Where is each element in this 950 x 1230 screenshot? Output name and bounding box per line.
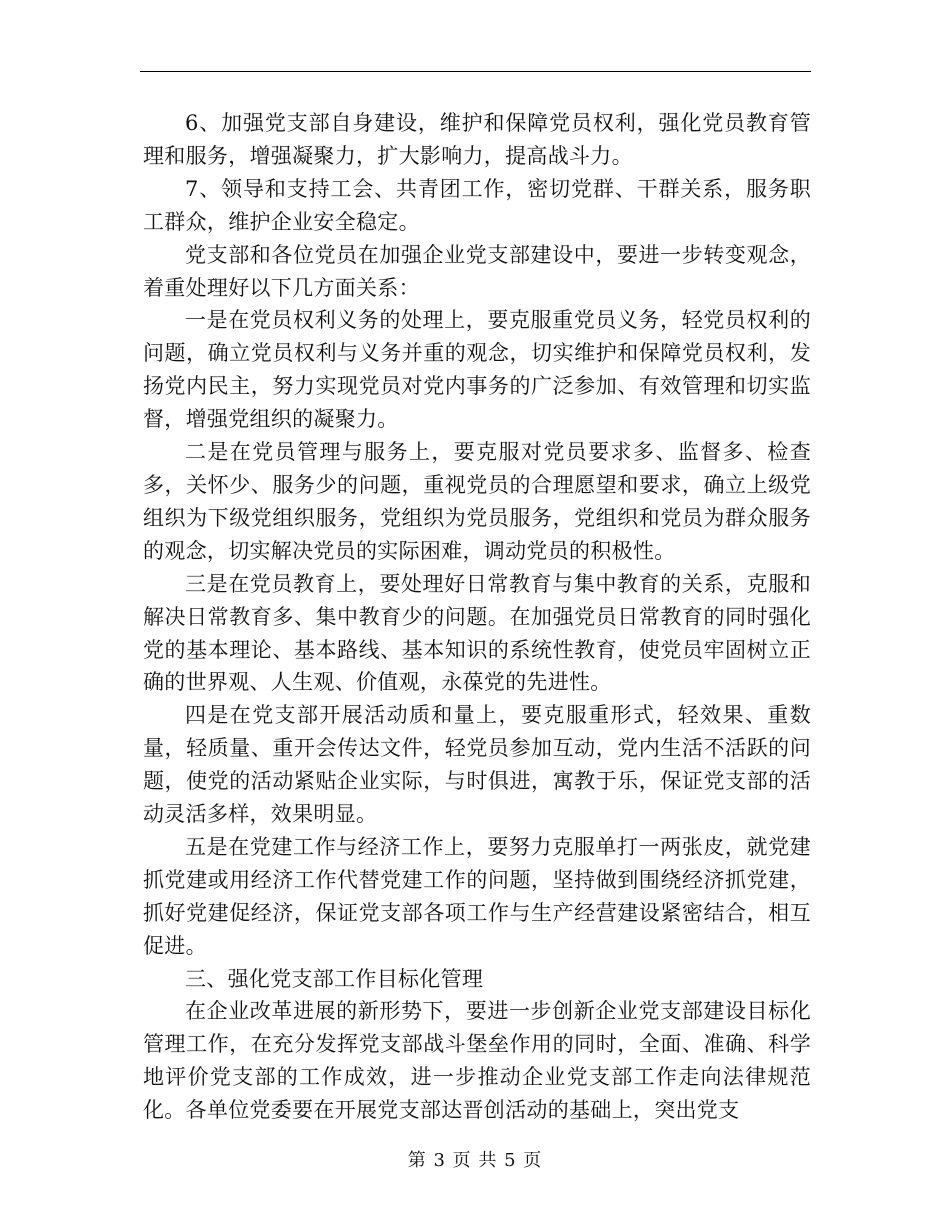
paragraph-point-one: 一是在党员权利义务的处理上，要克服重党员义务，轻党员权利的问题，确立党员权利与义务并重的观念，切实维护和保障党员权利，发扬党内民主，努力实现党员对党内事务的广泛参加、有效管理和切实监督，增强党组织的凝聚力。 — [143, 308, 811, 432]
section-heading: 三、强化党支部工作目标化管理 — [185, 966, 484, 991]
page-number-footer: 第 3 页 共 5 页 — [407, 1150, 543, 1171]
header-rule — [140, 71, 811, 72]
paragraph-section-three: 在企业改革进展的新形势下，要进一步创新企业党支部建设目标化管理工作，在充分发挥党支部战斗堡垒作用的同时，全面、准确、科学地评价党支部的工作成效，进一步推动企业党支部工作走向法律规范化。各单位党委要在开展党支部达晋创活动的基础上，突出党支 — [143, 999, 811, 1123]
paragraph-point-three: 三是在党员教育上，要处理好日常教育与集中教育的关系，克服和解决日常教育多、集中教育少的问题。在加强党员日常教育的同时强化党的基本理论、基本路线、基本知识的系统性教育，使党员牢固树立正确的世界观、人生观、价值观，永葆党的先进性。 — [143, 571, 811, 695]
paragraph-point-five: 五是在党建工作与经济工作上，要努力克服单打一两张皮，就党建抓党建或用经济工作代替党建工作的问题，坚持做到围绕经济抓党建，抓好党建促经济，保证党支部各项工作与生产经营建设紧密结合，相互促进。 — [143, 834, 811, 958]
paragraph-intro-relations: 党支部和各位党员在加强企业党支部建设中，要进一步转变观念，着重处理好以下几方面关系： — [143, 242, 811, 300]
paragraph-point-four: 四是在党支部开展活动质和量上，要克服重形式，轻效果、重数量，轻质量、重开会传达文件，轻党员参加互动，党内生活不活跃的问题，使党的活动紧贴企业实际，与时俱进，寓教于乐，保证党支部的活动灵活多样，效果明显。 — [143, 703, 811, 827]
paragraph-item-6: 6、加强党支部自身建设，维护和保障党员权利，强化党员教育管理和服务，增强凝聚力，扩大影响力，提高战斗力。 — [143, 111, 811, 168]
paragraph-point-two: 二是在党员管理与服务上，要克服对党员要求多、监督多、检查多，关怀少、服务少的问题，重视党员的合理愿望和要求，确立上级党组织为下级党组织服务，党组织为党员服务，党组织和党员为群众服务的观念，切实解决党员的实际困难，调动党员的积极性。 — [143, 440, 811, 563]
paragraph-item-7: 7、领导和支持工会、共青团工作，密切党群、干群关系，服务职工群众，维护企业安全稳定。 — [143, 176, 811, 234]
document-body — [143, 107, 811, 1127]
